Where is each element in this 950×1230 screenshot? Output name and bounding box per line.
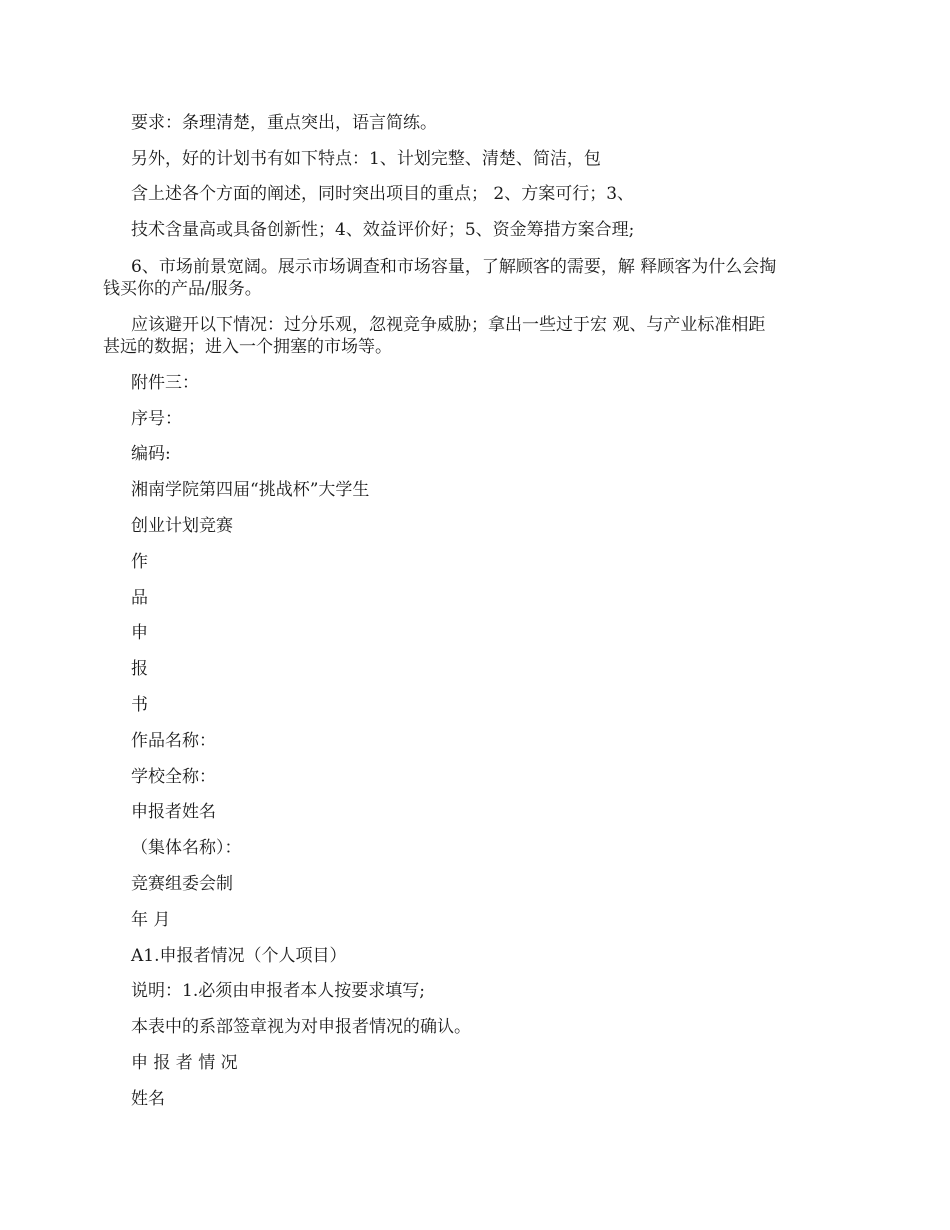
market-paragraph <box>103 256 831 300</box>
features-line-1: 另外，好的计划书有如下特点：1、计划完整、清楚、简洁，包 <box>131 149 601 169</box>
market-paragraph-first: 6、市场前景宽阔。展示市场调查和市场容量，了解顾客的需要，解 释顾客为什么会掏 <box>131 257 777 277</box>
instructions-line-1: 说明：1.必须由申报者本人按要求填写; <box>131 981 425 1001</box>
requirement-line: 要求：条理清楚，重点突出，语言简练。 <box>131 113 437 133</box>
name-field-label: 姓名 <box>131 1089 165 1109</box>
applicant-name-label: 申报者姓名 <box>131 802 216 822</box>
vertical-title-char-3: 申 <box>131 623 148 643</box>
vertical-title-char-2: 品 <box>131 588 148 608</box>
vertical-title-char-4: 报 <box>131 659 148 679</box>
instructions-line-2: 本表中的系部签章视为对申报者情况的确认。 <box>131 1017 471 1037</box>
features-line-3: 技术含量高或具备创新性；4、效益评价好；5、资金筹措方案合理; <box>131 220 635 240</box>
date-label: 年 月 <box>131 910 171 930</box>
committee-label: 竞赛组委会制 <box>131 874 233 894</box>
school-name-label: 学校全称： <box>131 767 216 787</box>
competition-title-line-2: 创业计划竞赛 <box>131 516 233 536</box>
vertical-title-char-5: 书 <box>131 695 148 715</box>
section-a1-heading: A1.申报者情况（个人项目） <box>131 946 347 966</box>
serial-number-label: 序号： <box>131 409 182 429</box>
work-name-label: 作品名称： <box>131 731 216 751</box>
avoid-paragraph <box>103 314 831 358</box>
market-paragraph-cont: 钱买你的产品/服务。 <box>103 279 262 299</box>
group-name-label: （集体名称）： <box>131 838 242 858</box>
vertical-title-char-1: 作 <box>131 552 148 572</box>
avoid-paragraph-first: 应该避开以下情况：过分乐观，忽视竞争威胁；拿出一些过于宏 观、与产业标准相距 <box>131 315 766 335</box>
competition-title-line-1: 湘南学院第四届“挑战杯”大学生 <box>131 480 370 500</box>
features-line-2: 含上述各个方面的阐述，同时突出项目的重点； 2、方案可行；3、 <box>131 184 635 204</box>
applicant-info-heading: 申 报 者 情 况 <box>131 1053 238 1073</box>
appendix-label: 附件三： <box>131 373 199 393</box>
avoid-paragraph-cont: 甚远的数据；进入一个拥塞的市场等。 <box>103 337 392 357</box>
code-label: 编码: <box>131 444 171 464</box>
